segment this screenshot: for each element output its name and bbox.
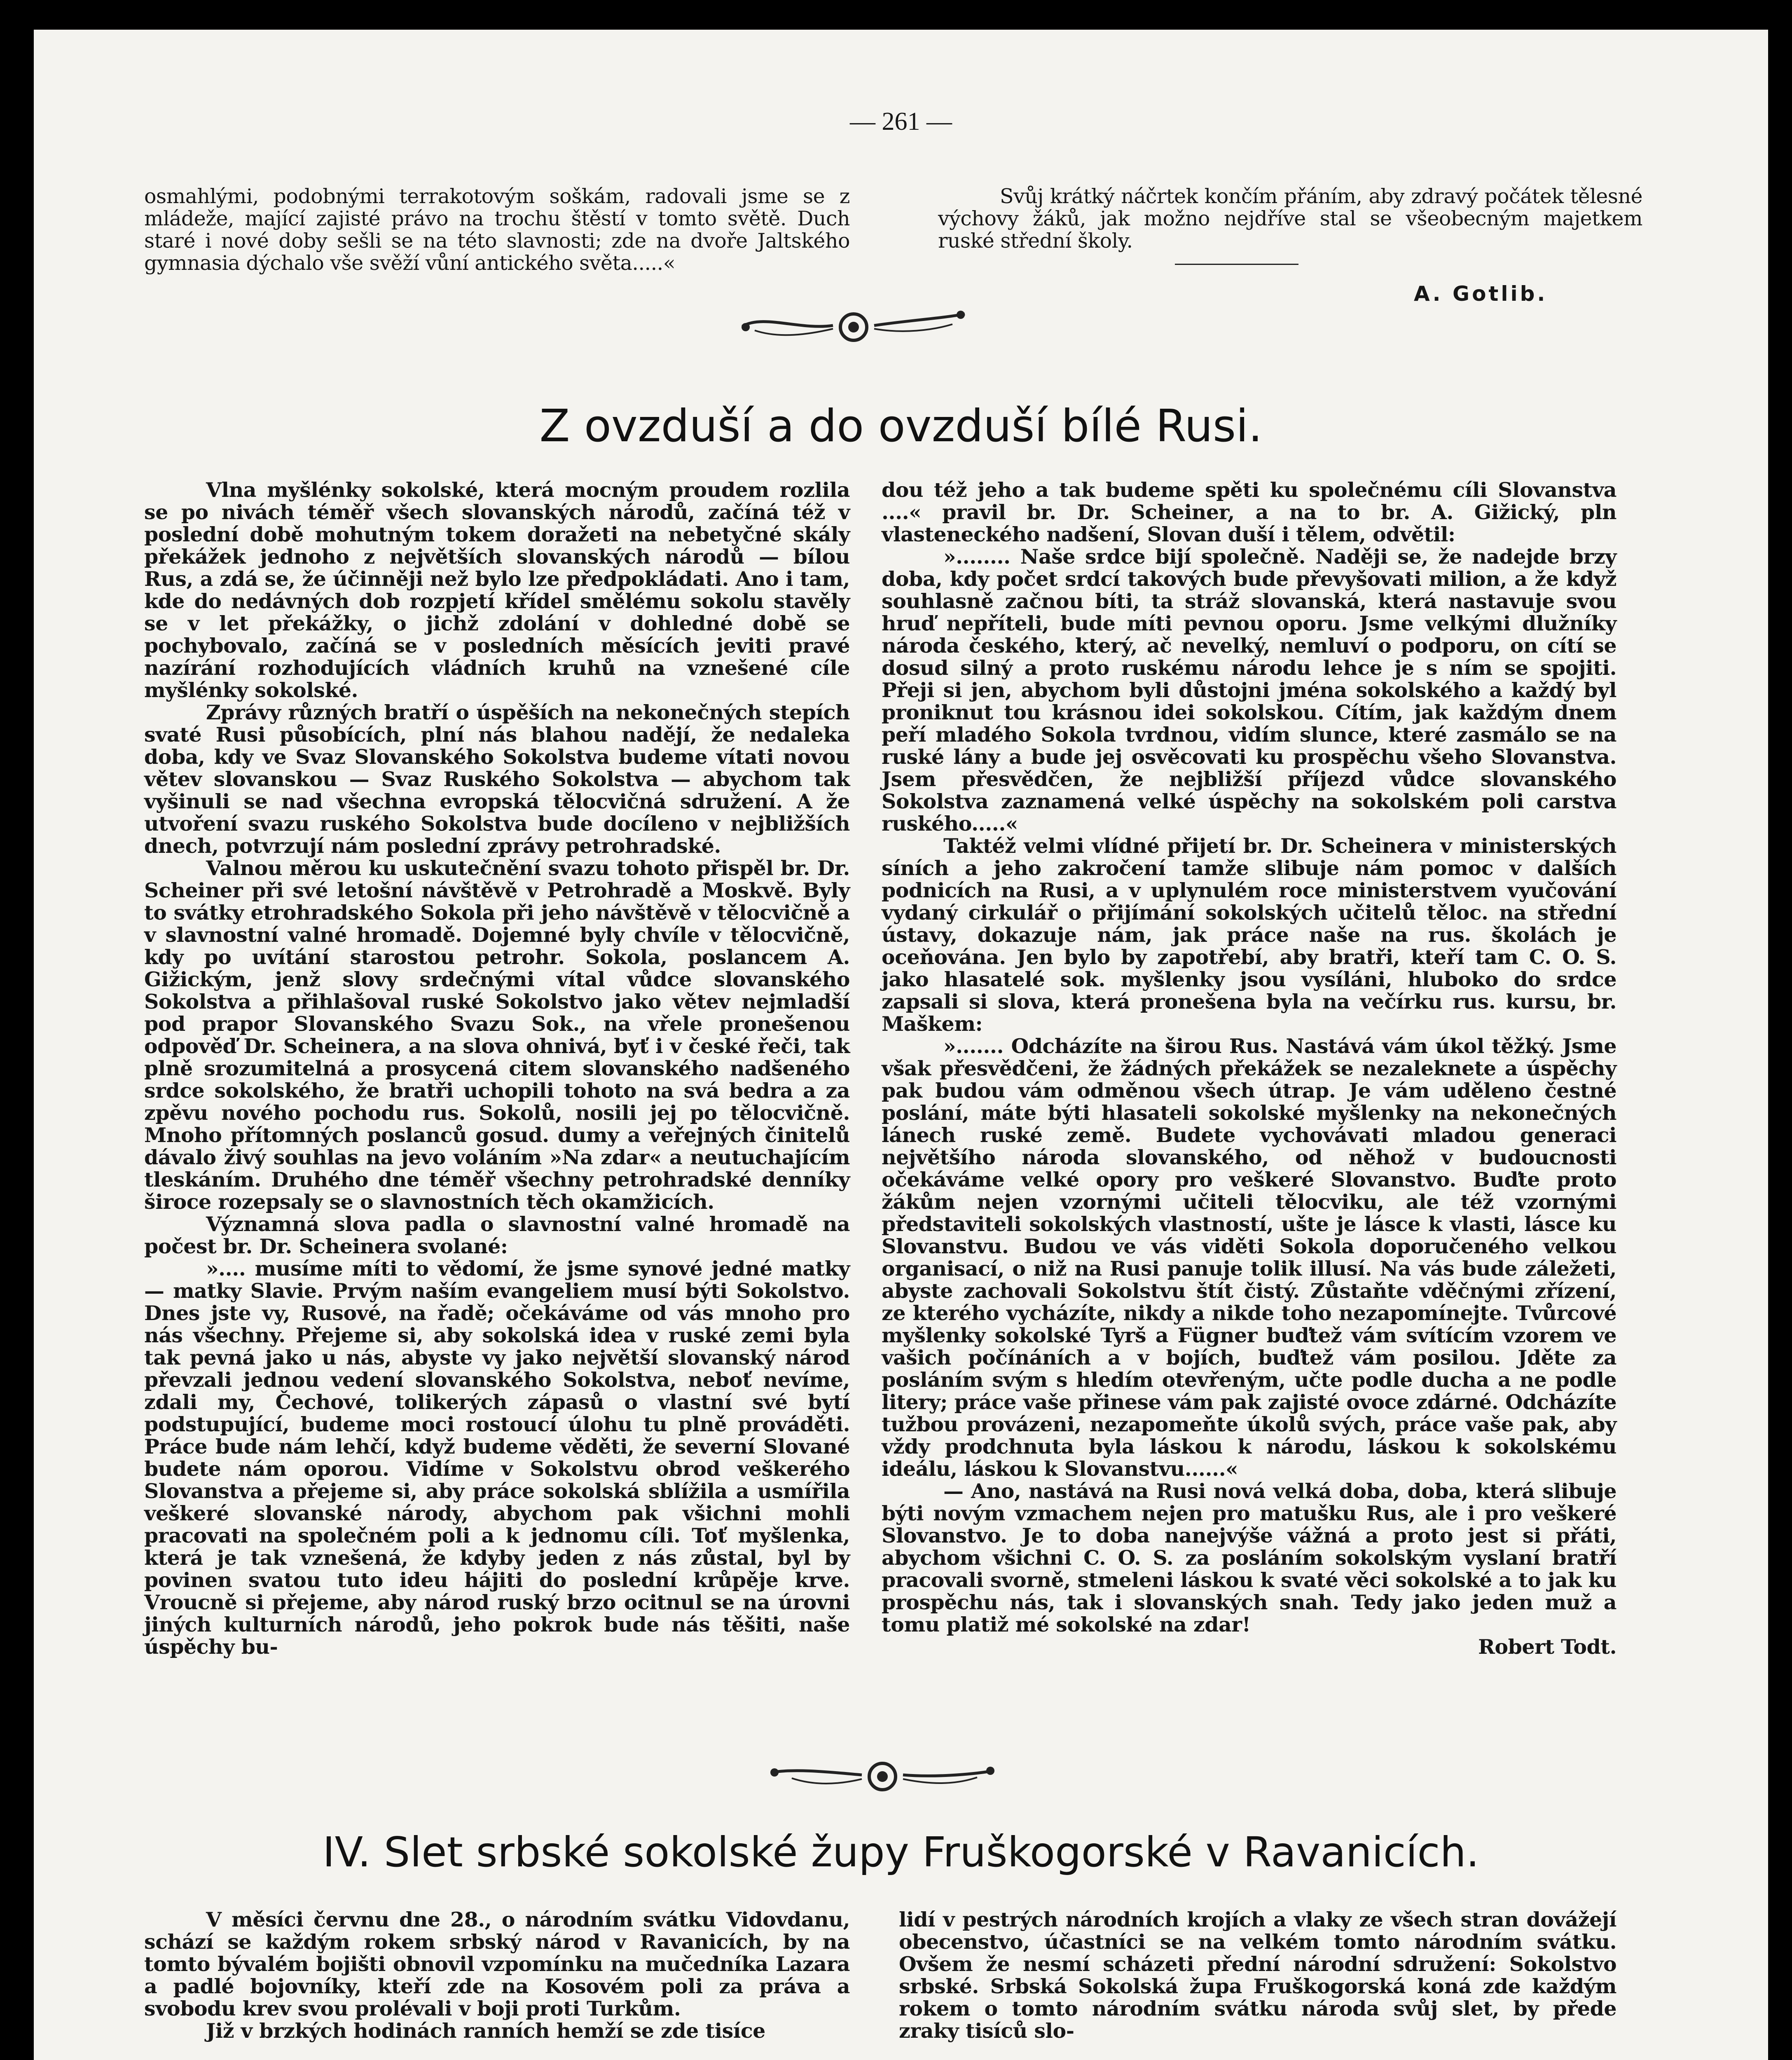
top-signature: A. Gotlib. [1414,282,1548,306]
article1-paragraph: Taktéž velmi vlídné přijetí br. Dr. Scheinera v ministerských síních a jeho zakročení tamže slibuje nám pomoc v dalších podnicích na Rusi, a v uplynulém roce ministerstvem vyučování vydaný cirkulář o přijímání sokolských učitelů těloc. na střední ústavy, dokazuje nám, jak práce naše na rus. školách je oceňována. Jen bylo by zapotřebí, aby bratři, kteří tam C. O. S. jako hlasatelé sok. myšlenky jsou vysíláni, hluboko do srdce zapsali si slova, která pronešena byla na večírku rus. kursu, br. Maškem: [882,834,1617,1036]
article1-signature: Robert Todt. [1478,1635,1617,1659]
short-rule [1175,264,1298,265]
top-left-paragraph: osmahlými, podobnými terrakotovým soškám, radovali jsme se z mládeže, mající zajisté právo na trochu štěstí v tomto světě. Duch staré i nové doby sešli se na této slavnosti; zde na dvoře Jaltského gymnasia dýchalo vše svěží vůní antického světa.....« [144,185,850,275]
article2-paragraph: lidí v pestrých národních krojích a vlaky ze všech stran dovážejí obecenstvo, účastníci se na velkém tomto národním svátku. Ovšem že nesmí scházeti přední národní sdružení: Sokolstvo srbské. Srbská Sokolská župa Fruškogorská koná zde každým rokem o tomto národním svátku národa svůj slet, by přede zraky tisíců slo- [899,1908,1617,2043]
article1-paragraph: — Ano, nastává na Rusi nová velká doba, doba, která slibuje býti novým vzmachem nejen pro matušku Rus, ale i pro veškeré Slovanstvo. Je to doba nanejvýše vážná a proto jest si přáti, abychom všichni C. O. S. za posláním sokolským vyslaní bratří pracovali svorně, stmeleni láskou k svaté věci sokolské a to jak ku prospěchu nás, tak i slovanských snah. Tedy jako jeden muž a tomu platiž mé sokolské na zdar! [882,1479,1617,1636]
article1-paragraph: Valnou měrou ku uskutečnění svazu tohoto přispěl br. Dr. Scheiner při své letošní návštěvě v Petrohradě a Moskvě. Byly to svátky etrohradského Sokola při jeho návštěvě v tělocvičně a v slavnostní valné hromadě. Dojemné byly chvíle v tělocvičně, kdy po uvítání starostou petrohr. Sokola, poslancem A. Gižickým, jenž slovy srdečnými vítal vůdce slovanského Sokolstva a přihlašoval ruské Sokolstvo jako větev nejmladší pod prapor Slovanského Svazu Sok., na vřele pronešenou odpověď Dr. Scheinera, a na slova ohnivá, byť i v české řeči, tak plně srozumitelná a prosycená citem slovanského nadšeného srdce sokolského, že bratři uchopili tohoto na svá bedra a za zpěvu nového pochodu rus. Sokolů, nosili jej po tělocvičně. Mnoho přítomných poslanců gosud. dumy a veřejných činitelů dávalo živý souhlas na jevo voláním »Na zdar« a neutuchajícím tleskáním. Druhého dne téměř všechny petrohradské denníky široce rozepsaly se o slavnostních těch okamžicích. [144,856,850,1214]
article1-paragraph: Zprávy různých bratří o úspěších na nekonečných stepích svaté Rusi působících, plní nás blahou nadějí, že nedaleka doba, kdy ve Svaz Slovanského Sokolstva budeme vítati novou větev slovanskou — Svaz Ruského Sokolstva — abychom tak vyšinuli se nad všechna evropská tělocvičná sdružení. A že utvoření svazu ruského Sokolstva bude docíleno v nejbližších dnech, potvrzují nám poslední zprávy petrohradské. [144,700,850,858]
article1-paragraph: dou též jeho a tak budeme spěti ku společnému cíli Slovanstva ....« pravil br. Dr. Scheiner, a na to br. A. Gižický, pln vlasteneckého nadšení, Slovan duší i tělem, odvětil: [882,478,1617,546]
article1-paragraph: Vlna myšlénky sokolské, která mocným proudem rozlila se po nivách téměř všech slovanských národů, začíná též v poslední době mohutným tokem doražeti na nebetyčné skály překážek jednoho z největších slovanských národů — bílou Rus, a zdá se, že účinněji než bylo lze předpokládati. Ano i tam, kde do nedávných dob rozpjetí křídel smělému sokolu stavěly se v let překážky, o jichž zdolání v dohledné době se pochybovalo, začíná se v posledních měsících jeviti pravé nazírání rozhodujících vládních kruhů na vznešené cíle myšlénky sokolské. [144,478,850,702]
top-right-column [938,185,1642,252]
top-right-paragraph: Svůj krátký náčrtek končím přáním, aby zdravý počátek tělesné výchovy žáků, jak možno nejdříve stal se všeobecným majetkem ruské střední školy. [938,185,1642,253]
article2-right-column [899,1908,1617,2042]
article1-paragraph: »....... Odcházíte na širou Rus. Nastává vám úkol těžký. Jsme však přesvědčeni, že žádných překážek se nezaleknete a úspěchy pak budou vám odměnou všech útrap. Je vám uděleno čestné poslání, máte býti hlasateli sokolské myšlenky na nekonečných lánech ruské země. Budete vychovávati mladou generaci největšího národa slovanského, od něhož v budoucnosti očekáváme velké opory pro veškeré Slovanstvo. Buďte proto žákům nejen vzornými učiteli tělocviku, ale též vzornými představiteli sokolských vlastností, ušte je lásce k vlasti, lásce ku Slovanstvu. Budou ve vás viděti Sokola doporučeného velkou organisací, o niž na Rusi panuje tolik illusí. Na vás bude záležeti, abyste zachovali Sokolstvu štít čistý. Zůstaňte vděčnými zřízení, ze kterého vycházíte, nikdy a nikde toho nezapomínejte. Tvůrcové myšlenky sokolské Tyrš a Fügner buďtež vám svítícím vzorem ve vašich počínáních a v bojích, buďtež vám posilou. Jděte za posláním svým s hledím otevřeným, učte podle ducha a ne podle litery; práce vaše přinese vám pak zajisté ovoce zdárné. Odcházíte tužbou provázeni, nezapomeňte úkolů svých, práce vaše pak, aby vždy prodchnuta byla láskou k národu, láskou k sokolskému ideálu, láskou k Slovanstvu......« [882,1034,1617,1481]
ornament-divider-icon [767,1752,998,1801]
top-left-column [144,185,850,274]
article2-paragraph: V měsíci červnu dne 28., o národním svátku Vidovdanu, schází se každým rokem srbský národ v Ravanicích, by na tomto bývalém bojišti obnovil vzpomínku na mučedníka Lazara a padlé bojovníky, kteří zde na Kosovém poli za práva a svobodu krev svou prolévali v boji proti Turkům. [144,1908,850,2020]
article1-left-column [144,479,850,1658]
article-title-2: IV. Slet srbské sokolské župy Fruškogorské v Ravanicích. [323,1828,1479,1876]
article2-left-column [144,1908,850,2042]
article1-paragraph: »........ Naše srdce bijí společně. Naději se, že nadejde brzy doba, kdy počet srdcí takových bude převyšovati milion, a že když souhlasně začnou bíti, ta stráž slovanská, která nastavuje svou hruď nepříteli, bude míti pevnou oporu. Jsme velkými dlužníky národa českého, který, ač nevelký, nemluví o podporu, on cítí se dosud silný a proto ruskému národu lehce je s ním se spojiti. Přeji si jen, abychom byli důstojni jména sokolského a každý byl proniknut tou krásnou idei sokolskou. Cítím, jak každým dnem peří mladého Sokola tvrdnou, vidím slunce, které zasmálo se na ruské lány a bude jej osvěcovati ku prospěchu všeho Slovanstva. Jsem přesvědčen, že nejbližší příjezd vůdce slovanského Sokolstva zaznamená velké úspěchy na sokolském poli carstva ruského.....« [882,545,1617,836]
article1-right-column [882,479,1617,1658]
scanned-page [34,30,1768,2060]
article2-paragraph: Již v brzkých hodinách ranních hemží se zde tisíce [206,2019,765,2043]
article-title-1: Z ovzduší a do ovzduší bílé Rusi. [539,400,1263,452]
page-number: — 261 — [850,108,952,136]
ornament-divider-icon [738,302,969,351]
article1-paragraph: ».... musíme míti to vědomí, že jsme synové jedné matky — matky Slavie. Prvým naším evangeliem musí býti Sokolstvo. Dnes jste vy, Rusové, na řadě; očekáváme od vás mnoho pro nás všechny. Přejeme si, aby sokolská idea v ruské zemi byla tak pevná jako u nás, abyste vy jako největší slovanský národ převzali jednou vedení slovanského Sokolstva, neboť nevíme, zdali my, Čechové, tolikerých zápasů o vlastní své bytí podstupující, budeme moci rostoucí úlohu tu plně prováděti. Práce bude nám lehčí, když budeme věděti, že severní Slované budete nám oporou. Vidíme v Sokolstvu obrod veškerého Slovanstva a přejeme si, aby práce sokolská sblížila a usmířila veškeré slovanské národy, abychom pak všichni mohli pracovati na společném poli a k jednomu cíli. Toť myšlenka, která je tak vznešená, že kdyby jeden z nás zůstal, byl by povinen svatou tuto ideu hájiti do poslední krůpěje krve. Vroucně si přejeme, aby národ ruský brzo ocitnul se na úrovni jiných kulturních národů, jeho pokrok bude nás těšiti, naše úspěchy bu- [144,1257,850,1659]
article1-paragraph: Významná slova padla o slavnostní valné hromadě na počest br. Dr. Scheinera svolané: [144,1212,850,1258]
